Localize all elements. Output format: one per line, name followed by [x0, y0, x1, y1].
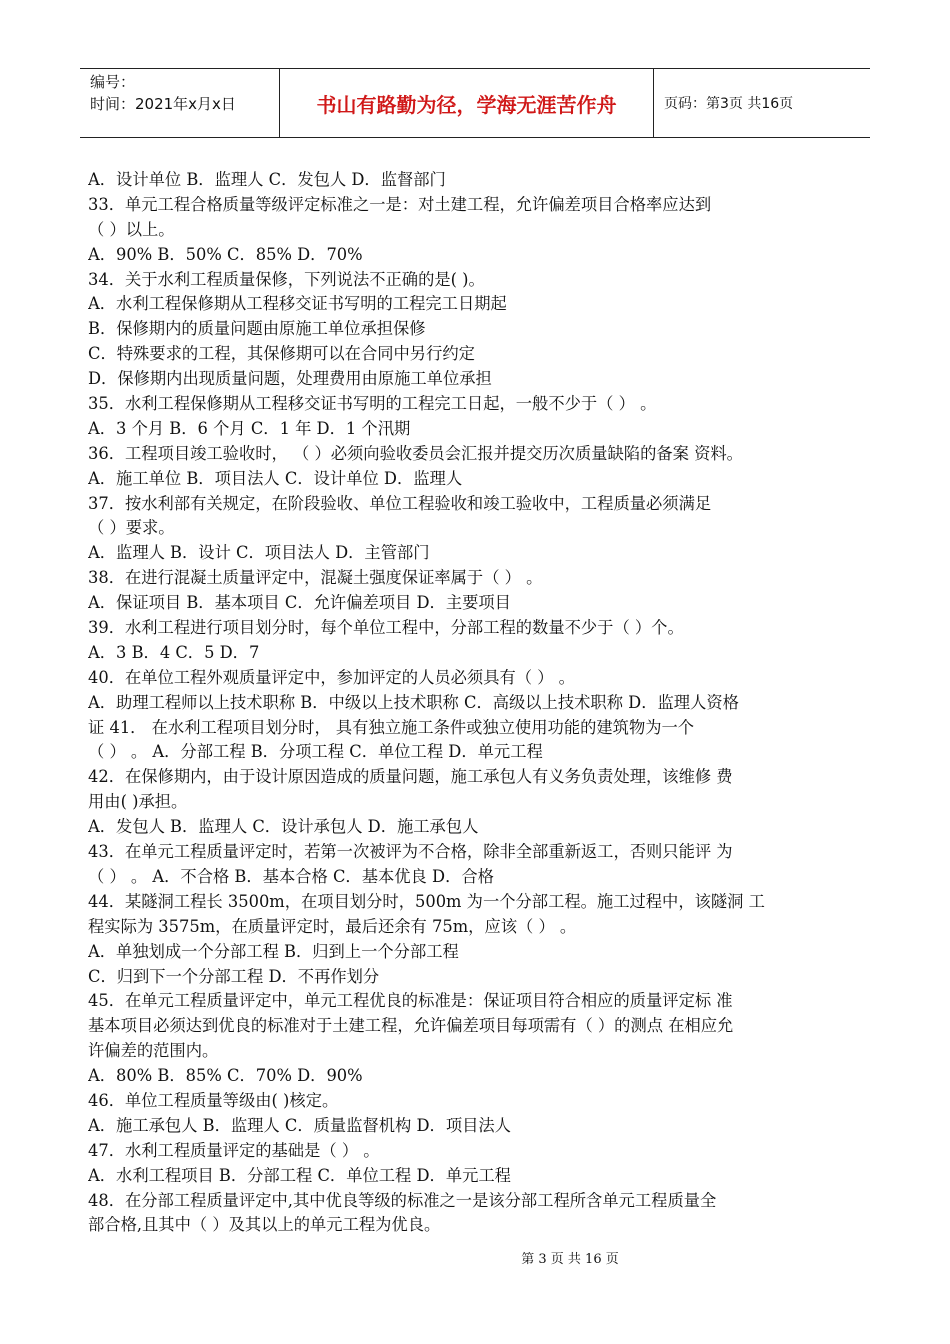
header-meta	[80, 69, 280, 137]
text-line: C．特殊要求的工程，其保修期可以在合同中另行约定	[88, 344, 475, 364]
text-line: 用由( )承担。	[88, 792, 188, 812]
text-line: A．设计单位 B．监理人 C．发包人 D．监督部门	[88, 170, 446, 189]
text-line: 34．关于水利工程质量保修，下列说法不正确的是( )。	[88, 269, 485, 289]
text-line: 35．水利工程保修期从工程移交证书写明的工程完工日起，一般不少于（ ） 。	[88, 394, 657, 414]
header-motto: 书山有路勤为径，学海无涯苦作舟	[280, 69, 654, 137]
text-line: A．3 B．4 C．5 D．7	[88, 642, 260, 662]
text-line: A．监理人 B．设计 C．项目法人 D．主管部门	[88, 543, 430, 563]
document-body	[88, 168, 872, 1238]
text-line: 程实际为 3575m，在质量评定时，最后还余有 75m，应该（ ） 。	[88, 916, 577, 936]
document-date-label: 时间：2021年x月x日	[90, 95, 236, 113]
text-line: D．保修期内出现质量问题，处理费用由原施工单位承担	[88, 369, 492, 389]
page-header	[80, 68, 870, 138]
text-line: 37．按水利部有关规定，在阶段验收、单位工程验收和竣工验收中，工程质量必须满足	[88, 493, 712, 513]
text-line: 36．工程项目竣工验收时， （ ）必须向验收委员会汇报并提交历次质量缺陷的备案 资料。	[88, 443, 743, 463]
text-line: 45．在单元工程质量评定中，单元工程优良的标准是：保证项目符合相应的质量评定标 准	[88, 991, 733, 1011]
text-line: （ ） 。 A．不合格 B．基本合格 C．基本优良 D．合格	[88, 866, 494, 886]
text-line: 46．单位工程质量等级由( )核定。	[88, 1090, 339, 1110]
text-line: 48．在分部工程质量评定中,其中优良等级的标准之一是该分部工程所含单元工程质量全	[88, 1190, 717, 1210]
text-line: （ ） 。 A．分部工程 B．分项工程 C．单位工程 D．单元工程	[88, 742, 543, 762]
text-line: A．水利工程项目 B．分部工程 C．单位工程 D．单元工程	[88, 1165, 511, 1185]
text-line: 部合格,且其中（ ）及其以上的单元工程为优良。	[88, 1215, 441, 1235]
text-line: 38．在进行混凝土质量评定中，混凝土强度保证率属于（ ） 。	[88, 568, 543, 588]
text-line: 43．在单元工程质量评定时，若第一次被评为不合格，除非全部重新返工，否则只能评 为	[88, 842, 733, 862]
text-line: 42．在保修期内，由于设计原因造成的质量问题，施工承包人有义务负责处理，该维修 费	[88, 767, 733, 787]
document-number-label: 编号：	[90, 73, 136, 91]
text-line: A．3 个月 B．6 个月 C．1 年 D．1 个汛期	[88, 418, 411, 438]
text-line: A．施工承包人 B．监理人 C．质量监督机构 D．项目法人	[88, 1115, 511, 1135]
text-line: A．施工单位 B．项目法人 C．设计单位 D．监理人	[88, 468, 463, 488]
text-line: C．归到下一个分部工程 D．不再作划分	[88, 966, 380, 986]
text-line: 许偏差的范围内。	[88, 1041, 219, 1061]
header-page-info: 页码：第3页 共16页	[664, 96, 794, 112]
text-line: A．水利工程保修期从工程移交证书写明的工程完工日期起	[88, 294, 507, 314]
text-line: 39．水利工程进行项目划分时，每个单位工程中，分部工程的数量不少于（ ）个。	[88, 618, 684, 638]
text-line: 33．单元工程合格质量等级评定标准之一是：对土建工程，允许偏差项目合格率应达到	[88, 194, 712, 214]
page-footer: 第 3 页 共 16 页	[521, 1252, 619, 1267]
text-line: （ ）以上。	[88, 219, 175, 239]
text-line: A．单独划成一个分部工程 B．归到上一个分部工程	[88, 941, 459, 961]
text-line: A．助理工程师以上技术职称 B．中级以上技术职称 C．高级以上技术职称 D．监理人资格	[88, 692, 739, 712]
text-line: A．90% B．50% C．85% D．70%	[88, 244, 363, 264]
text-line: 证 41． 在水利工程项目划分时， 具有独立施工条件或独立使用功能的建筑物为一个	[88, 717, 695, 737]
text-line: 47．水利工程质量评定的基础是（ ） 。	[88, 1140, 380, 1160]
text-line: （ ）要求。	[88, 518, 175, 538]
text-line: B．保修期内的质量问题由原施工单位承担保修	[88, 319, 426, 339]
text-line: A．保证项目 B．基本项目 C．允许偏差项目 D．主要项目	[88, 593, 511, 613]
text-line: A．发包人 B．监理人 C．设计承包人 D．施工承包人	[88, 817, 479, 837]
text-line: 基本项目必须达到优良的标准对于土建工程，允许偏差项目每项需有（ ）的测点 在相应允	[88, 1016, 734, 1036]
text-line: A．80% B．85% C．70% D．90%	[88, 1066, 363, 1086]
text-line: 40．在单位工程外观质量评定中，参加评定的人员必须具有（ ） 。	[88, 667, 575, 687]
text-line: 44．某隧洞工程长 3500m，在项目划分时，500m 为一个分部工程。施工过程中，该隧洞 工	[88, 891, 765, 911]
